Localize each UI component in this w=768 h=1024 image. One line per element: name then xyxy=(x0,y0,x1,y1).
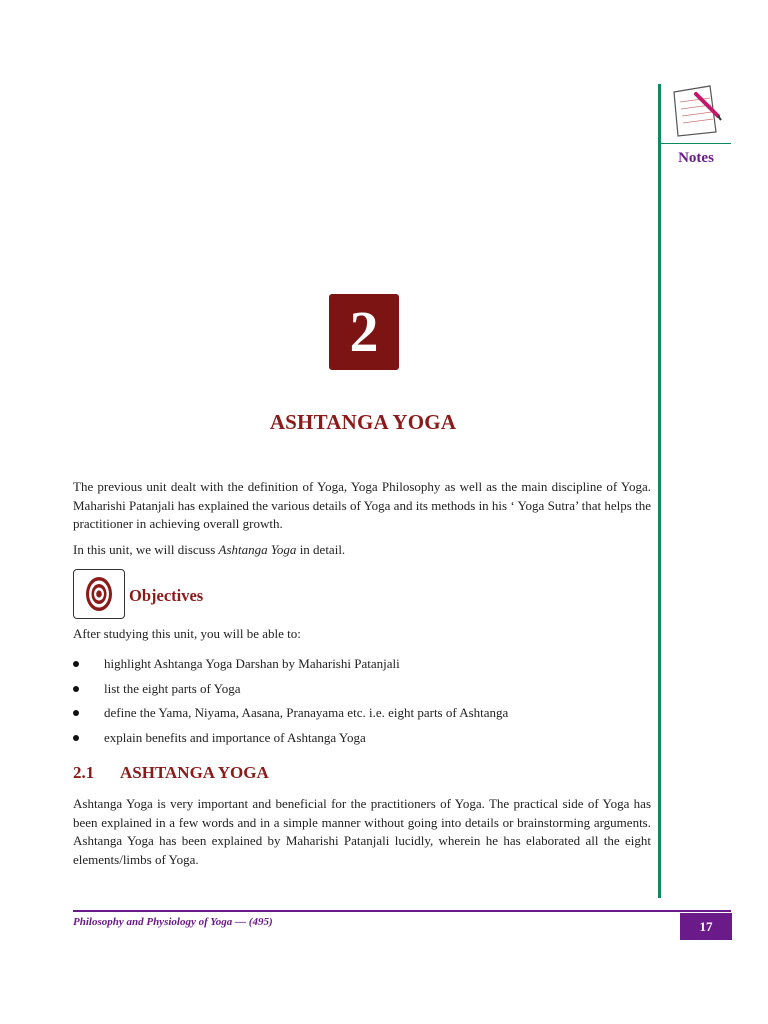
objective-text: highlight Ashtanga Yoga Darshan by Maharishi Patanjali xyxy=(104,656,400,671)
list-item xyxy=(73,703,651,728)
chapter-title: ASHTANGA YOGA xyxy=(269,410,457,434)
chapter-number: 2 xyxy=(329,294,399,370)
bullet-icon xyxy=(73,735,79,741)
intro-paragraph: The previous unit dealt with the definition of Yoga, Yoga Philosophy as well as the main discipline of Yoga. Maharishi Patanjali has explained the various details of Yoga and its methods in his ‘ Yoga Sutra’ that helps the practitioner in achieving overall growth. xyxy=(73,479,651,531)
notepad-pen-icon xyxy=(666,80,726,140)
section-number: 2.1 xyxy=(73,763,95,782)
list-item xyxy=(73,679,651,704)
unit-suffix: in detail. xyxy=(296,542,346,557)
unit-italic: Ashtanga Yoga xyxy=(218,542,297,557)
objectives-list xyxy=(73,654,651,752)
notes-label: Notes xyxy=(678,150,714,166)
objectives-heading: Objectives xyxy=(129,586,204,605)
page-number: 17 xyxy=(680,913,732,940)
target-icon xyxy=(73,569,125,619)
section-title: ASHTANGA YOGA xyxy=(120,763,269,782)
list-item xyxy=(73,728,651,753)
notes-margin-bar xyxy=(658,84,661,898)
list-item xyxy=(73,654,651,679)
section-body: Ashtanga Yoga is very important and beneficial for the practitioners of Yoga. The practical side of Yoga has been explained in a few words and in a simple manner without going into details or brainstorming arguments. Ashtanga Yoga has been explained by Maharishi Patanjali lucidly, wherein he has elaborated all the eight elements/limbs of Yoga. xyxy=(73,796,651,867)
bullet-icon xyxy=(73,661,79,667)
objective-text: define the Yama, Niyama, Aasana, Pranayama etc. i.e. eight parts of Ashtanga xyxy=(104,705,509,720)
unit-prefix: In this unit, we will discuss xyxy=(73,542,219,557)
objectives-lead: After studying this unit, you will be able to: xyxy=(73,626,301,641)
objective-text: explain benefits and importance of Ashtanga Yoga xyxy=(104,729,366,745)
footer-divider xyxy=(73,910,731,912)
unit-paragraph xyxy=(73,541,651,560)
notes-divider xyxy=(661,143,731,144)
objective-text: list the eight parts of Yoga xyxy=(104,680,241,696)
footer-book-title: Philosophy and Physiology of Yoga — (495) xyxy=(73,916,273,928)
bullet-icon xyxy=(73,710,79,716)
bullet-icon xyxy=(73,686,79,692)
